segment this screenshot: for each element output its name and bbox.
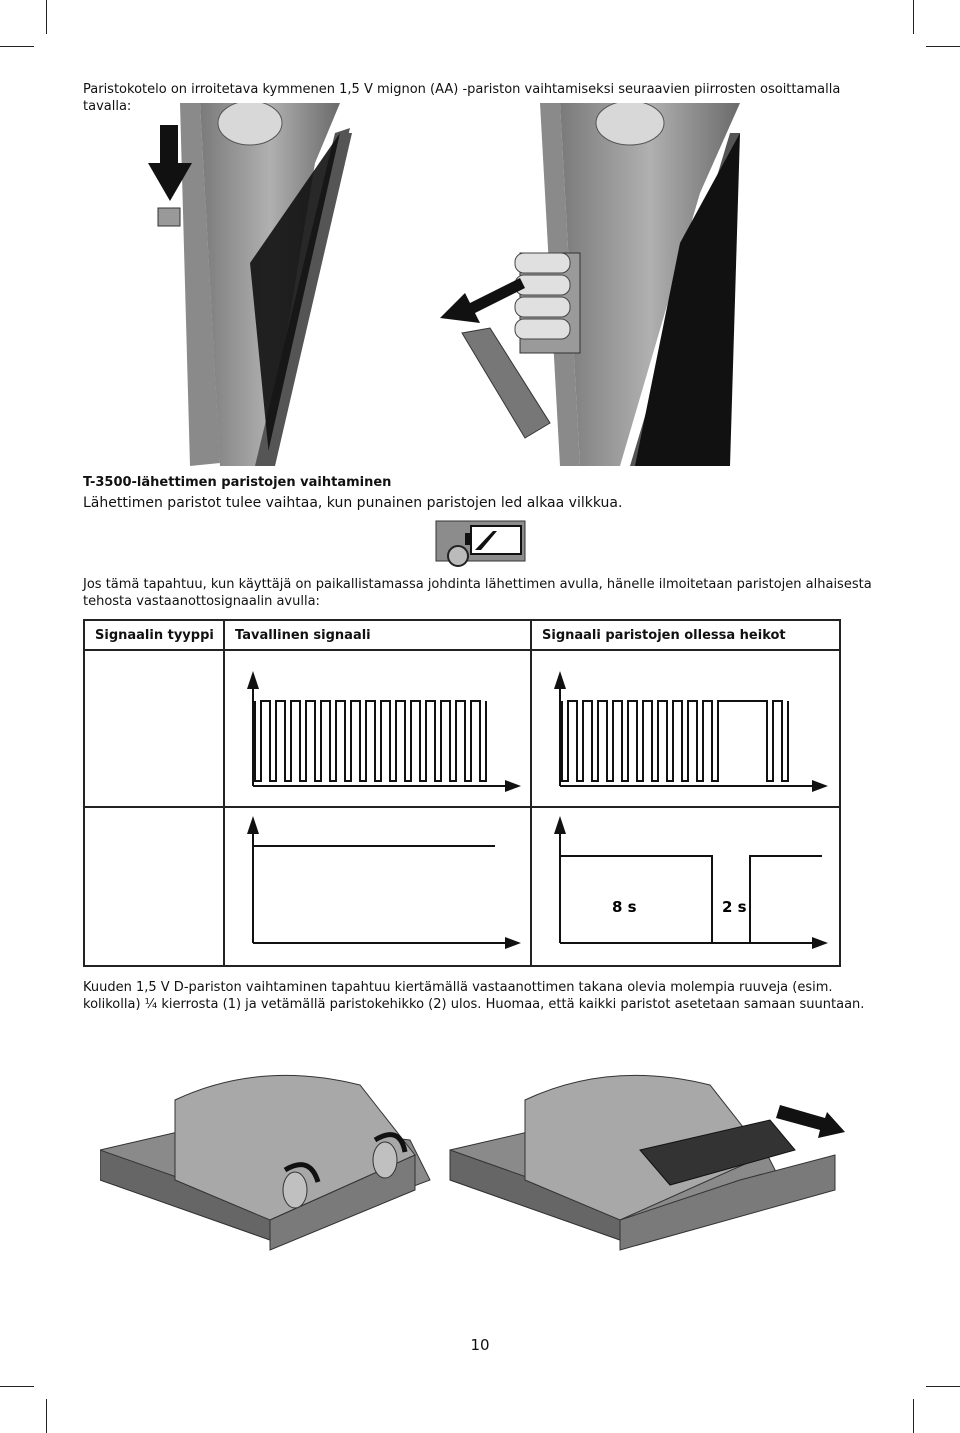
- label-2s: 2 s: [722, 898, 747, 916]
- section-line: Lähettimen paristot tulee vaihtaa, kun punainen paristojen led alkaa vilkkua.: [83, 495, 623, 511]
- crop-mark: [46, 1399, 47, 1433]
- crop-mark: [913, 1399, 914, 1433]
- header-signal-type: Signaalin tyyppi: [84, 620, 224, 650]
- crop-mark: [926, 1386, 960, 1387]
- crop-mark: [913, 0, 914, 34]
- row2-type-cell: [84, 807, 224, 966]
- crop-mark: [926, 46, 960, 47]
- intro-text: Paristokotelo on irroitetava kymmenen 1,5 V mignon (AA) -pariston vaihtamiseksi seuraavien piirrosten osoittamalla tavalla:: [83, 82, 841, 114]
- row2-low-cell: [531, 807, 840, 966]
- row1-normal-cell: [224, 650, 531, 807]
- crop-mark: [0, 1386, 34, 1387]
- page-number: 10: [470, 1336, 490, 1354]
- receiver-illustration: [100, 1060, 860, 1260]
- crop-mark: [46, 0, 47, 34]
- pulse-normal: [225, 651, 528, 802]
- battery-low-icon: [435, 519, 527, 571]
- row1-low-cell: [531, 650, 840, 807]
- row1-type-cell: [84, 650, 224, 807]
- steady-low: [532, 808, 835, 961]
- pull-arrow-icon: [776, 1105, 845, 1138]
- section-heading: T-3500-lähettimen paristojen vaihtaminen: [83, 475, 392, 490]
- crop-mark: [0, 46, 34, 47]
- pulse-low: [532, 651, 835, 802]
- label-8s: 8 s: [612, 898, 637, 916]
- header-low-battery-signal: Signaali paristojen ollessa heikot: [531, 620, 840, 650]
- section-paragraph: Jos tämä tapahtuu, kun käyttäjä on paikallistamassa johdinta lähettimen avulla, hänelle ilmoitetaan paristojen alhaisesta tehosta vastaanottosignaalin avulla:: [83, 577, 872, 609]
- header-normal-signal: Tavallinen signaali: [224, 620, 531, 650]
- transmitter-illustration: [140, 103, 740, 466]
- bottom-text: Kuuden 1,5 V D-pariston vaihtaminen tapahtuu kiertämällä vastaanottimen takana olevia molempia ruuveja (esim. kolikolla) ¼ kierrosta (1) ja vetämällä paristokehikko (2) ulos. Huomaa, että kaikki paristot asetetaan samaan suuntaan.: [83, 980, 865, 1012]
- row2-normal-cell: [224, 807, 531, 966]
- steady-normal: [225, 808, 528, 961]
- signal-table: [83, 619, 841, 967]
- pull-arrow-icon: [440, 278, 525, 323]
